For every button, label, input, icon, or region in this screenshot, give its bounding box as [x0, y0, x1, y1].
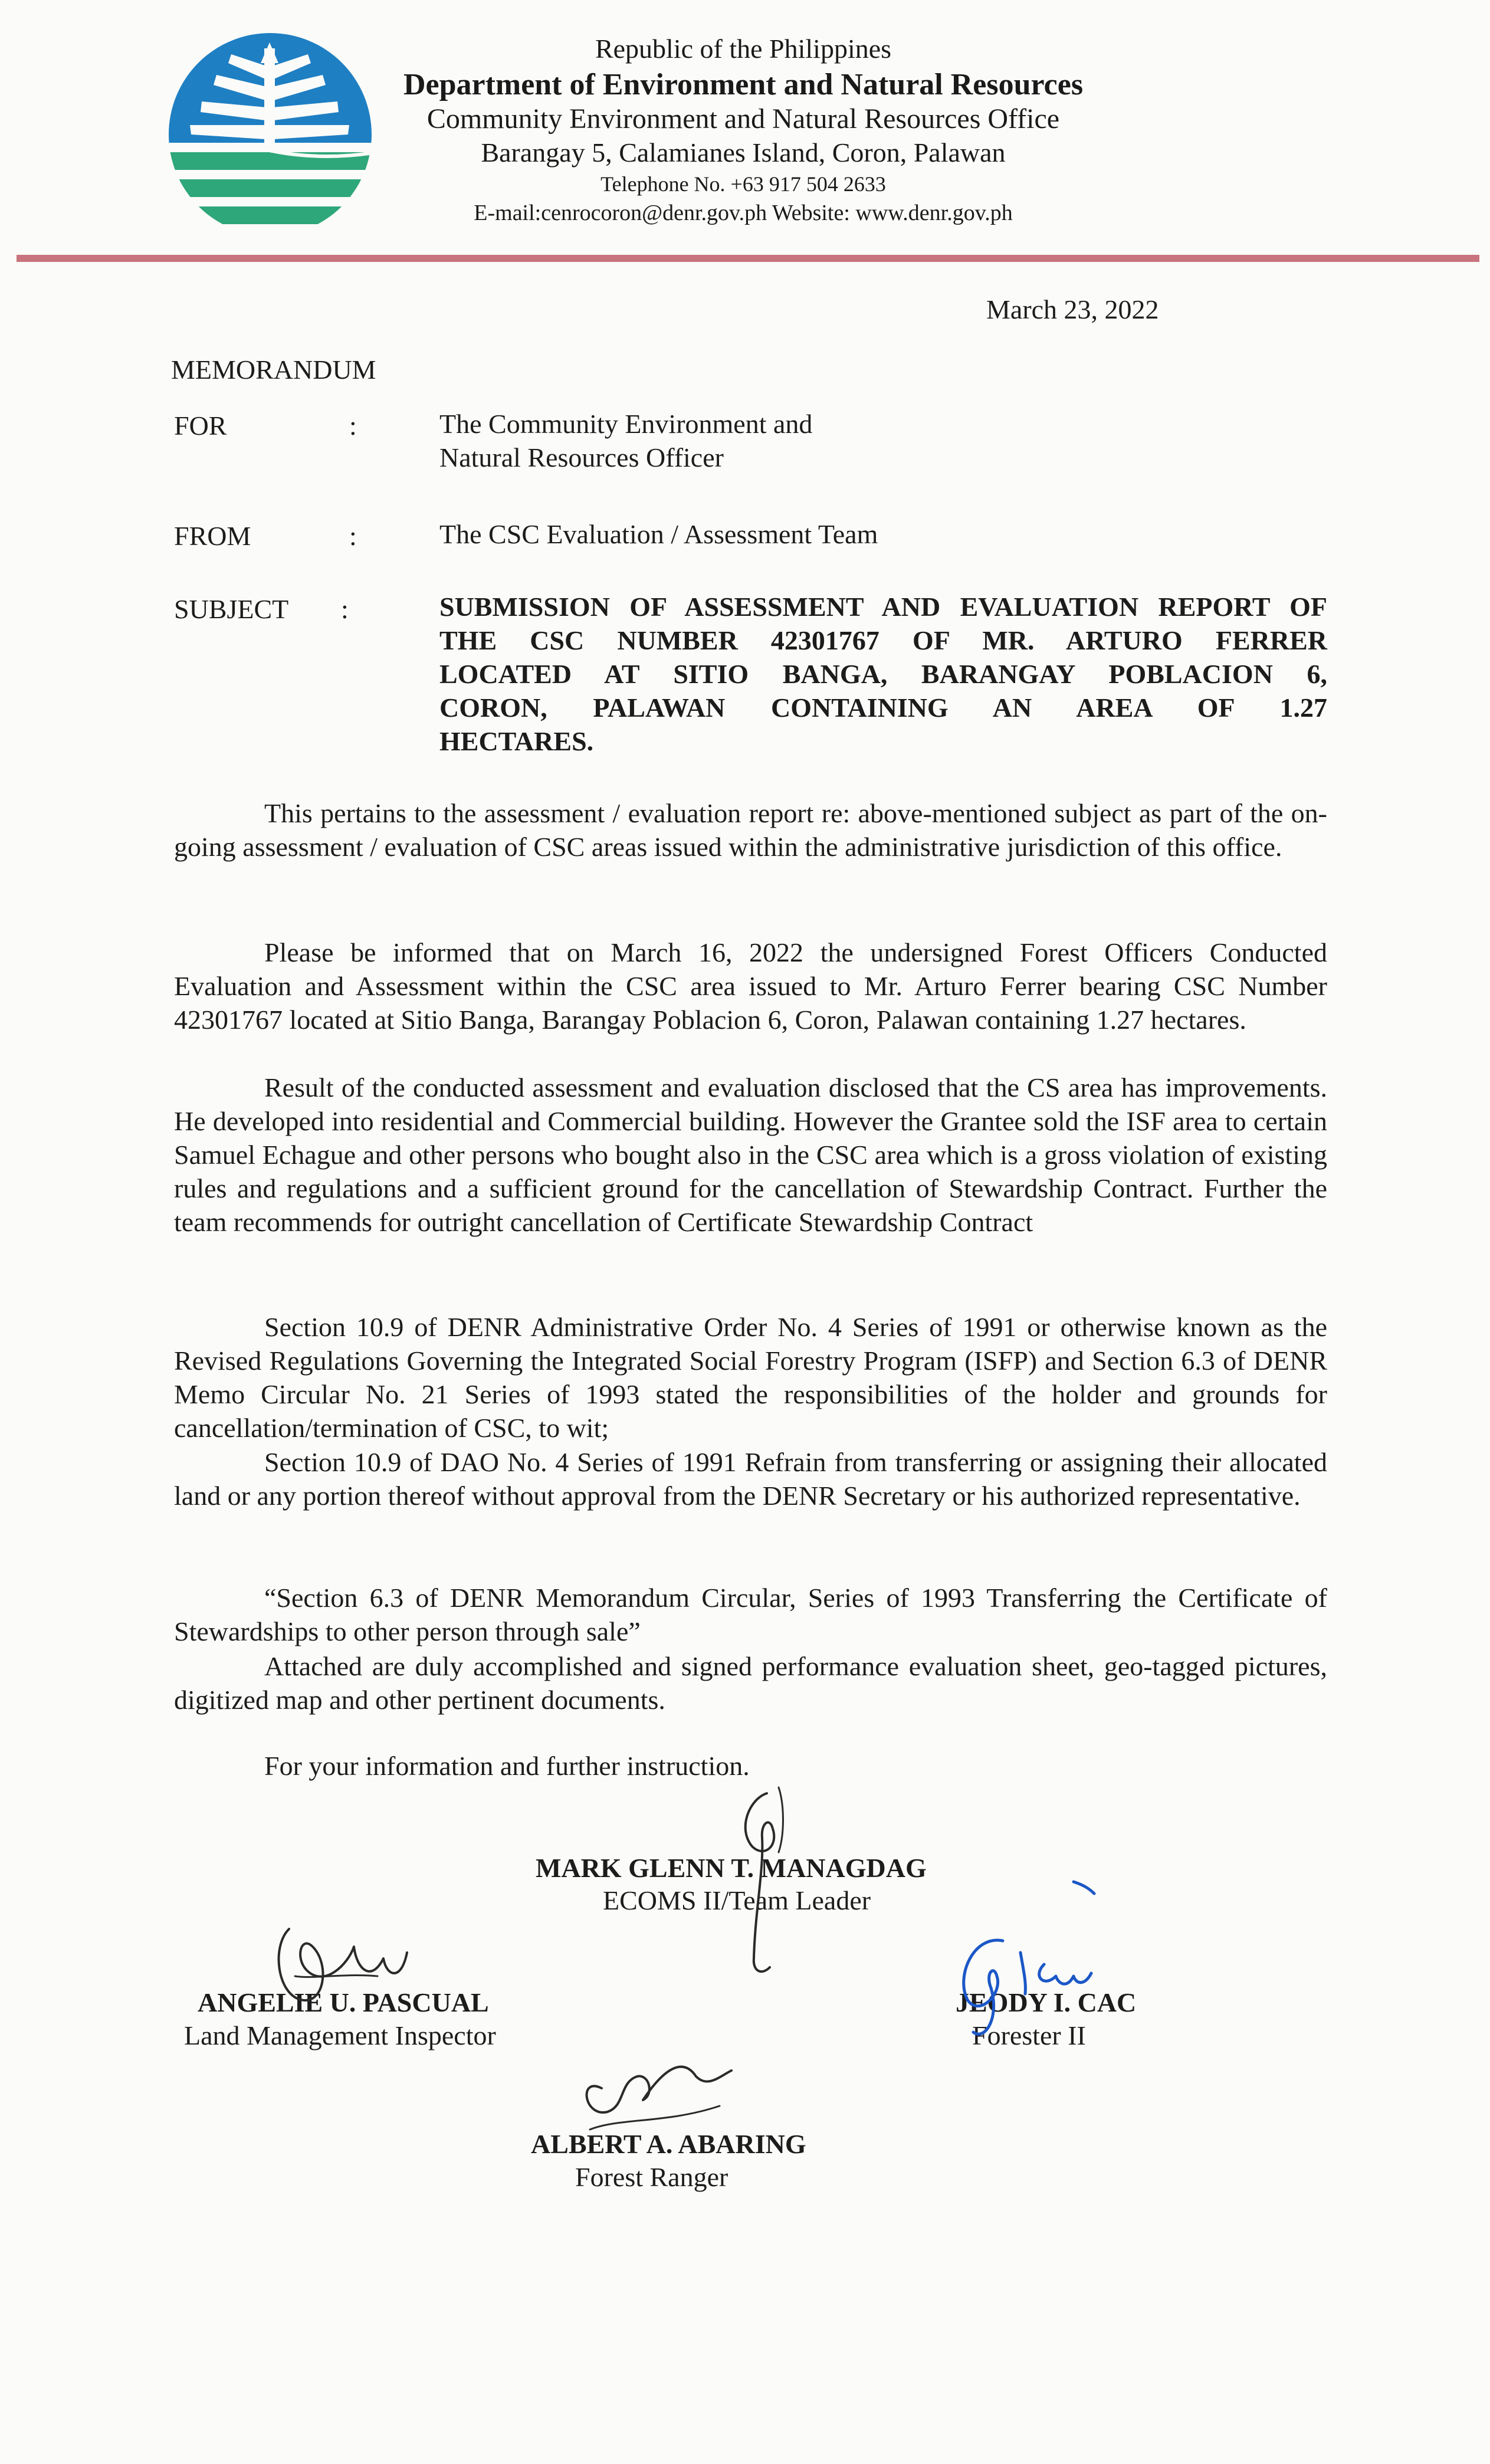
for-line-1: The Community Environment and: [439, 409, 813, 439]
leader-name: MARK GLENN T. MANAGDAG: [536, 1853, 927, 1883]
header-department: Department of Environment and Natural Resources: [403, 68, 1084, 101]
subject-line: HECTARES.: [439, 726, 594, 756]
right-signatory-name: JEODY I. CAC: [956, 1987, 1137, 2017]
header-republic: Republic of the Philippines: [595, 34, 892, 64]
paragraph-text: This pertains to the assessment / evaluation report re: above-mentioned subject as part of the on-going assessment / evaluation of CSC areas issued within the administrative jurisdiction of this office.: [174, 798, 1327, 862]
paragraph-text: For your information and further instruction.: [264, 1751, 750, 1781]
paragraph-text: Section 10.9 of DAO No. 4 Series of 1991 Refrain from transferring or assigning their allocated land or any portion thereof without approval from the DENR Secretary or his authorized representative.: [174, 1447, 1327, 1511]
paragraph-text: “Section 6.3 of DENR Memorandum Circular, Series of 1993 Transferring the Certificate of Stewardships to other person through sale”: [174, 1583, 1327, 1646]
for-value: [439, 407, 812, 474]
for-colon: :: [349, 411, 357, 441]
left-signatory-title: Land Management Inspector: [184, 2020, 496, 2050]
paragraph-text: Attached are duly accomplished and signed performance evaluation sheet, geo-tagged pictures, digitized map and other pertinent documents.: [174, 1651, 1327, 1715]
bottom-signature: [566, 2041, 755, 2141]
paragraph-5a: [174, 1581, 1327, 1648]
paragraph-text: Section 10.9 of DENR Administrative Order No. 4 Series of 1991 or otherwise known as the Revised Regulations Governing the Integrated Social Forestry Program (ISFP) and Section 6.3 of DENR Memo Circular No. 21 Series of 1993 stated the responsibilities of the holder and grounds for cancellation/termination of CSC, to wit;: [174, 1312, 1327, 1443]
right-signature: [950, 1929, 1138, 2047]
from-value: The CSC Evaluation / Assessment Team: [439, 519, 878, 549]
left-signature: [260, 1911, 425, 2017]
paragraph-1: [174, 796, 1327, 864]
memo-date: March 23, 2022: [986, 294, 1159, 324]
subject-line: LOCATED AT SITIO BANGA, BARANGAY POBLACION 6,: [439, 659, 1327, 689]
header-address: Barangay 5, Calamianes Island, Coron, Palawan: [481, 137, 1006, 168]
bottom-signatory-name: ALBERT A. ABARING: [531, 2129, 806, 2159]
header-contact: E-mail:cenrocoron@denr.gov.ph Website: www.denr.gov.ph: [474, 201, 1013, 225]
header-office: Community Environment and Natural Resources Office: [426, 103, 1060, 134]
paragraph-text: Result of the conducted assessment and evaluation disclosed that the CS area has improvements. He developed into residential and Commercial building. However the Grantee sold the ISF area to certain Samuel Echague and other persons who bought also in the CSC area which is a gross violation of existing rules and regulations and a sufficient ground for the cancellation of Stewardship Contract. Further the team recommends for outright cancellation of Certificate Stewardship Contract: [174, 1072, 1327, 1237]
bottom-signatory-title: Forest Ranger: [575, 2162, 728, 2192]
left-signatory-name: ANGELIE U. PASCUAL: [198, 1987, 489, 2017]
paragraph-3: [174, 1071, 1327, 1239]
from-colon: :: [349, 521, 357, 551]
from-label: FROM: [174, 521, 251, 551]
subject-line: SUBMISSION OF ASSESSMENT AND EVALUATION REPORT OF: [439, 592, 1327, 622]
subject-text: [439, 590, 1327, 758]
paragraph-text: Please be informed that on March 16, 2022 the undersigned Forest Officers Conducted Evaluation and Assessment within the CSC area issued to Mr. Arturo Ferrer bearing CSC Number 42301767 located at Sitio Banga, Barangay Poblacion 6, Coron, Palawan containing 1.27 hectares.: [174, 937, 1327, 1035]
subject-colon: :: [341, 594, 349, 624]
for-line-2: Natural Resources Officer: [439, 442, 724, 473]
memo-label: MEMORANDUM: [171, 355, 376, 385]
subject-line: THE CSC NUMBER 42301767 OF MR. ARTURO FERRER: [439, 625, 1327, 655]
subject-label: SUBJECT: [174, 594, 289, 624]
header-telephone: Telephone No. +63 917 504 2633: [600, 172, 886, 196]
leader-title: ECOMS II/Team Leader: [603, 1885, 871, 1915]
right-signatory-title: Forester II: [972, 2020, 1086, 2050]
paragraph-4b: [174, 1445, 1327, 1512]
paragraph-4a: [174, 1310, 1327, 1445]
leader-signature: [696, 1781, 814, 1982]
header-divider: [17, 255, 1479, 262]
subject-line: CORON, PALAWAN CONTAINING AN AREA OF 1.27: [439, 693, 1327, 723]
for-label: FOR: [174, 411, 227, 441]
paragraph-2: [174, 936, 1327, 1036]
paragraph-5b: [174, 1649, 1327, 1717]
paragraph-6: [174, 1749, 1327, 1783]
